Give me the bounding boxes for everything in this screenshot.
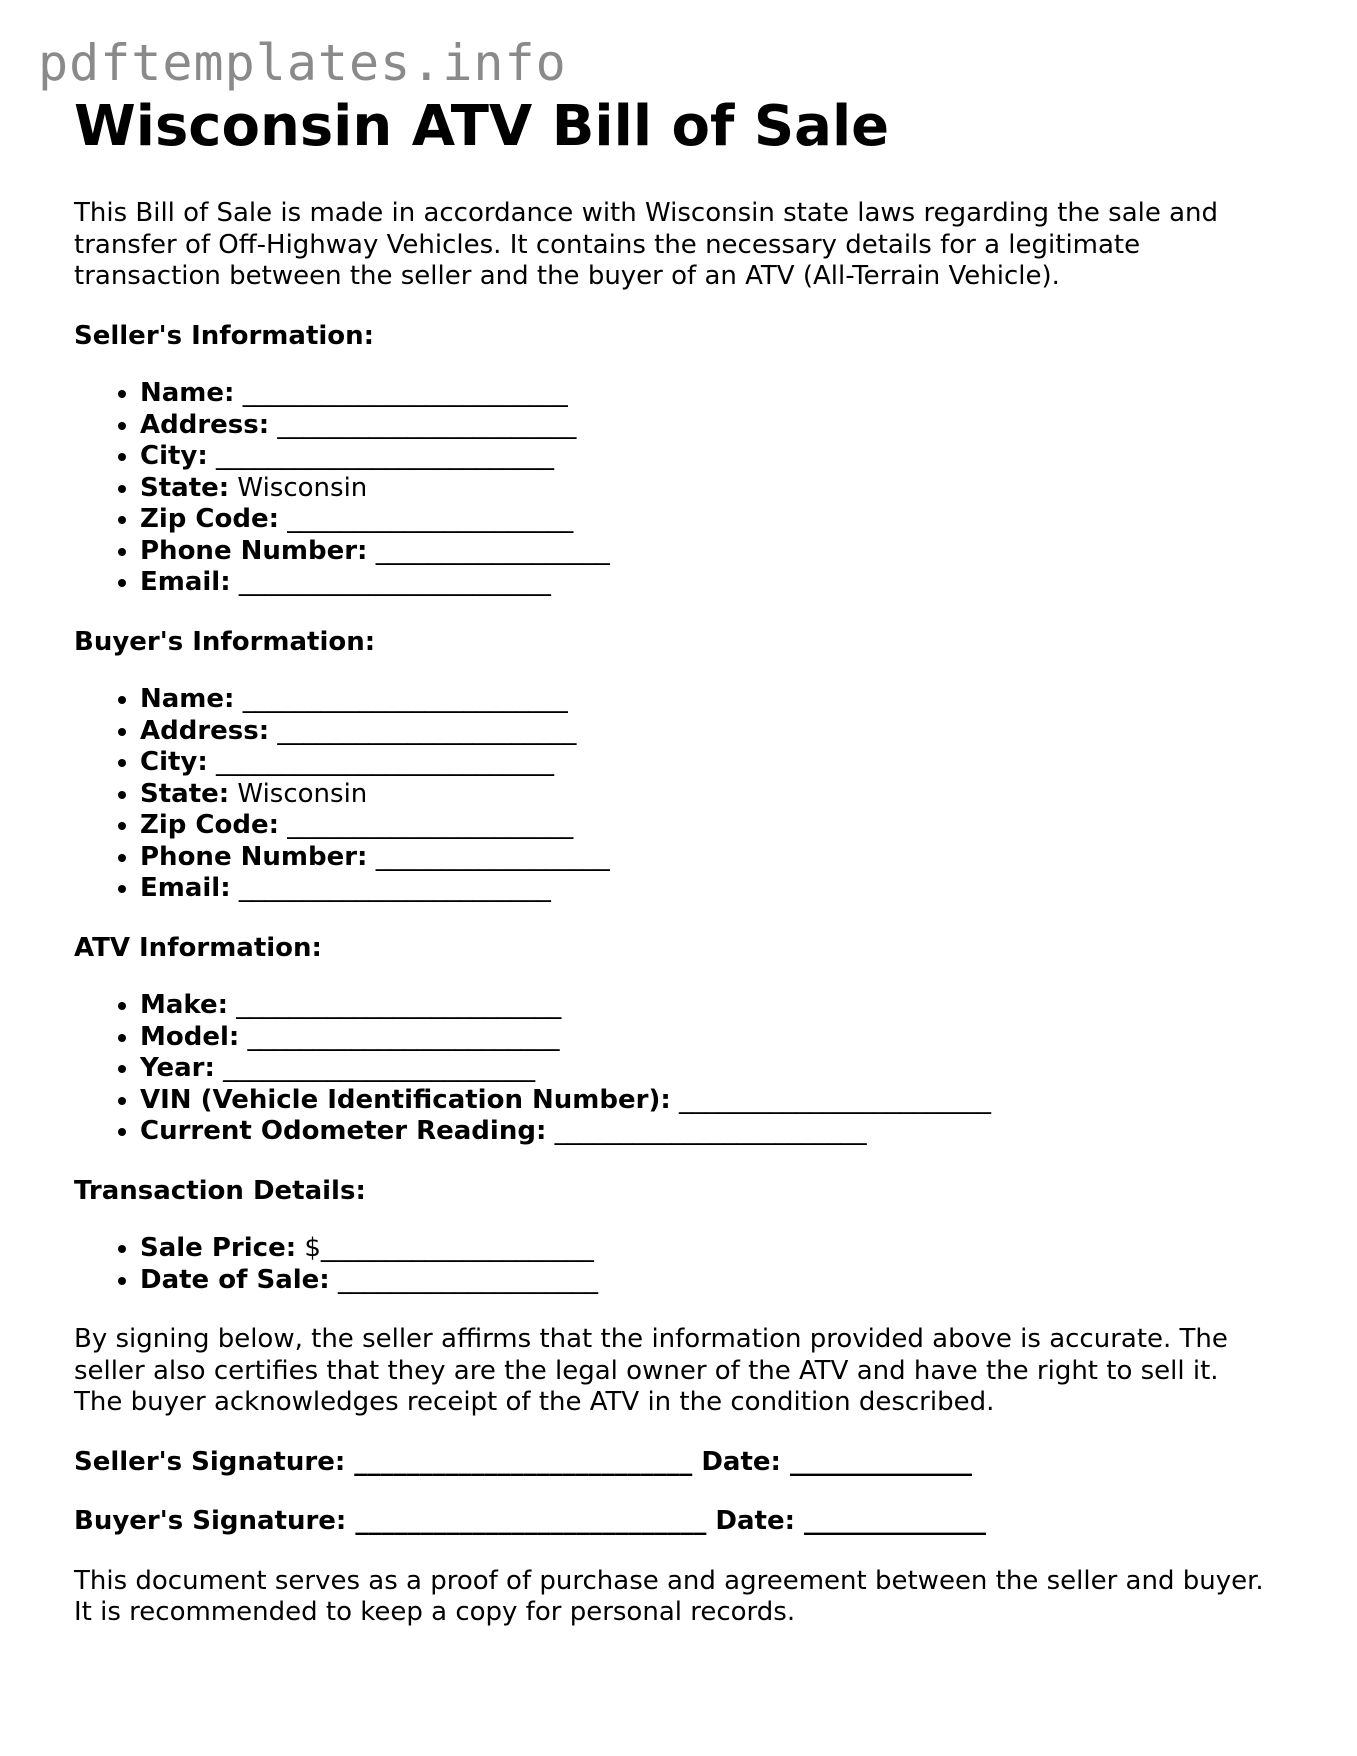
intro-paragraph: This Bill of Sale is made in accordance with Wisconsin state laws regarding the sale and transfer of Off-Highway Vehicles. It contains the necessary details for a legitimate transaction between the seller and the buyer of an ATV (All-Terrain Vehicle). [74,198,1219,291]
atv-section-heading: ATV Information: [74,932,322,963]
field-label: Name: [140,684,235,714]
seller-state-field [140,473,1274,505]
field-label: Model: [140,1021,240,1052]
atv-year-field[interactable] [140,1053,1274,1085]
seller-address-field[interactable] [140,410,1274,442]
watermark-text: pdftemplates.info [38,34,567,92]
field-value: __________________ [367,841,610,872]
field-label: Date of Sale: [140,1264,330,1295]
field-label: Address: [140,715,270,746]
field-label: City: [140,747,208,777]
seller-section-heading: Seller's Information: [74,320,375,351]
buyer-fields-list [74,684,1274,905]
field-label: Phone Number: [140,841,368,872]
field-value: _______________________ [269,715,577,746]
field-value: ______________________ [279,810,574,840]
buyer-city-field[interactable] [140,747,1274,779]
field-value: ________________________ [230,567,551,597]
seller-signature-line[interactable]: Seller's Signature: __________________________ Date: ______________ [74,1446,972,1477]
atv-vin-field[interactable] [140,1085,1274,1117]
field-value: ________________________ [670,1084,991,1115]
field-label: State: [140,778,230,809]
field-value: Wisconsin [229,778,368,809]
atv-odometer-field[interactable] [140,1116,1274,1148]
date-of-sale-field[interactable] [140,1265,1274,1297]
field-value: __________________________ [207,747,555,777]
field-value: _________________________ [234,684,568,714]
document-title: Wisconsin ATV Bill of Sale [74,94,890,159]
atv-model-field[interactable] [140,1022,1274,1054]
field-label: City: [140,441,208,471]
field-value: _________________________ [228,990,562,1020]
field-label: VIN (Vehicle Identification Number): [140,1084,671,1115]
seller-fields-list [74,378,1274,599]
buyer-name-field[interactable] [140,684,1274,716]
buyer-email-field[interactable] [140,873,1274,905]
field-value: __________________________ [207,441,555,471]
affirmation-paragraph: By signing below, the seller affirms that the information provided above is accurate. The seller also certifies that they are the legal owner of the ATV and have the right to sell it. The buyer acknowledges receipt of the ATV in the condition described. [74,1324,1228,1417]
final-note-paragraph: This document serves as a proof of purchase and agreement between the seller and buyer. It is recommended to keep a copy for personal records. [74,1565,1264,1627]
buyer-address-field[interactable] [140,716,1274,748]
buyer-zip-field[interactable] [140,810,1274,842]
field-value: ______________________ [279,504,574,534]
document-page [74,92,1274,1629]
field-label: Zip Code: [140,504,280,534]
seller-city-field[interactable] [140,441,1274,473]
field-value: ____________________ [329,1264,598,1295]
field-value: __________________ [367,535,610,566]
transaction-fields-list [74,1233,1274,1296]
field-label: Make: [140,990,229,1020]
field-label: Address: [140,409,270,440]
field-label: Year: [140,1053,215,1083]
field-label: Current Odometer Reading: [140,1116,547,1146]
atv-make-field[interactable] [140,990,1274,1022]
buyer-section-heading: Buyer's Information: [74,626,376,657]
field-value: _________________________ [234,378,568,408]
field-value: ________________________ [546,1116,867,1146]
buyer-signature-line[interactable]: Buyer's Signature: ___________________________ Date: ______________ [74,1506,987,1536]
seller-name-field[interactable] [140,378,1274,410]
field-label: State: [140,472,230,503]
field-value: _______________________ [269,409,577,440]
field-value: Wisconsin [229,472,368,503]
sale-price-field[interactable] [140,1233,1274,1265]
field-value: $_____________________ [296,1233,594,1263]
seller-phone-field[interactable] [140,536,1274,568]
field-label: Sale Price: [140,1233,297,1263]
atv-fields-list [74,990,1274,1148]
transaction-section-heading: Transaction Details: [74,1175,366,1206]
field-label: Zip Code: [140,810,280,840]
buyer-phone-field[interactable] [140,842,1274,874]
seller-zip-field[interactable] [140,504,1274,536]
field-value: ________________________ [239,1021,560,1052]
field-value: ________________________ [214,1053,536,1083]
field-value: ________________________ [230,873,551,903]
seller-email-field[interactable] [140,567,1274,599]
field-label: Email: [140,873,231,903]
field-label: Email: [140,567,231,597]
field-label: Name: [140,378,235,408]
buyer-state-field [140,779,1274,811]
field-label: Phone Number: [140,535,368,566]
